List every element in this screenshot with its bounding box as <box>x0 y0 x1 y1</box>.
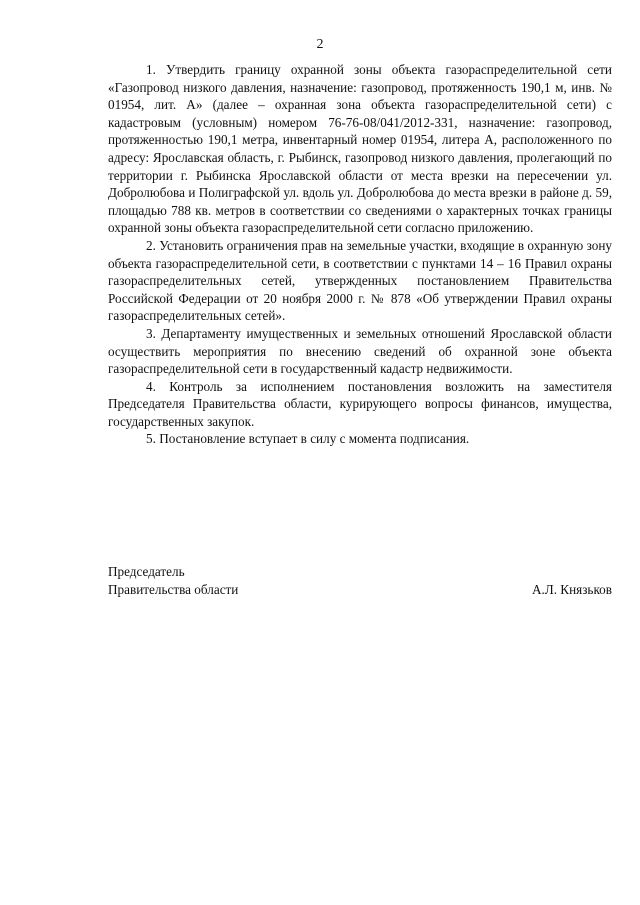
clause-1: 1. Утвердить границу охранной зоны объекта газораспределительной сети «Газопровод низкого давления, назначение: газопровод, протяженность 190,1 м, инв. № 01954, лит. А» (далее – охранная зона объекта газораспределительной сети) с кадастровым (условным) номером 76-76-08/041/2012-331, назначение: газопровод, протяженностью 190,1 метра, инвентарный номер 01954, литера А, расположенного по адресу: Ярославская область, г. Рыбинск, газопровод низкого давления, пролегающий по территории г. Рыбинска Ярославской области от места врезки на пересечении ул. Добролюбова и Полиграфской ул. вдоль ул. Добролюбова до места врезки в районе д. 59, площадью 788 кв. метров в соответствии со сведениями о характерных точках границы охранной зоны объекта газораспределительной сети согласно приложению. <box>108 62 612 236</box>
clause-5: 5. Постановление вступает в силу с момента подписания. <box>146 431 470 447</box>
clause-3: 3. Департаменту имущественных и земельных отношений Ярославской области осуществить мероприятия по внесению сведений об охранной зоне объекта газораспределительной сети в государственный кадастр недвижимости. <box>108 325 612 377</box>
signature-block <box>108 563 612 598</box>
signature-line <box>108 581 612 599</box>
page-number: 2 <box>316 37 324 52</box>
clause-4: 4. Контроль за исполнением постановления возложить на заместителя Председателя Правительства области, курирующего вопросы финансов, имущества, государственных закупок. <box>108 378 612 429</box>
signatory-name: А.Л. Князьков <box>531 581 612 597</box>
signatory-title-line-2: Правительства области <box>108 581 239 597</box>
signatory-title-line-1: Председатель <box>108 564 185 579</box>
resolution-body <box>108 61 612 448</box>
clause-2: 2. Установить ограничения прав на земельные участки, входящие в охранную зону объекта газораспределительной сети, в соответствии с пунктами 14 – 16 Правил охраны газораспределительных сетей, утвержденных постановлением Правительства Российской Федерации от 20 ноября 2000 г. № 878 «Об утверждении Правил охраны газораспределительных сетей». <box>108 237 612 324</box>
